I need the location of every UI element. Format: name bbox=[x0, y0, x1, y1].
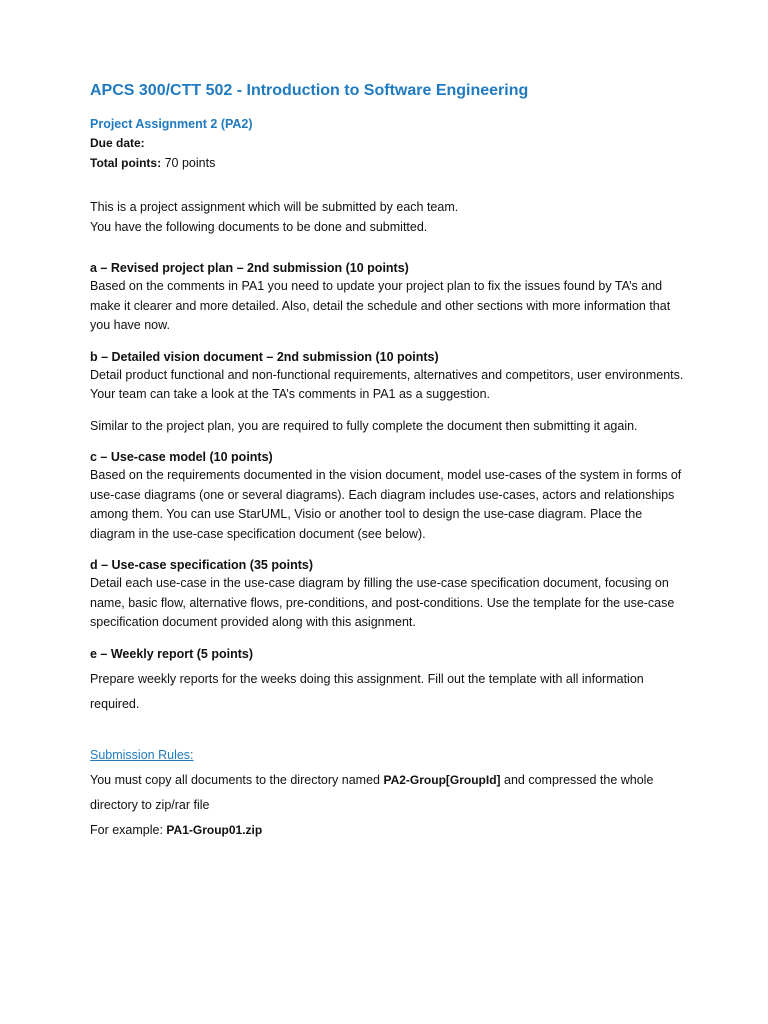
intro-line-1: This is a project assignment which will be submitted by each team. bbox=[90, 200, 459, 214]
section-c-heading: c – Use-case model (10 points) bbox=[90, 450, 273, 464]
example-line bbox=[90, 818, 690, 843]
intro-line-2: You have the following documents to be done and submitted. bbox=[90, 220, 428, 234]
section-d bbox=[90, 556, 690, 633]
due-date-line bbox=[90, 133, 690, 153]
section-b bbox=[90, 348, 690, 437]
example-label: For example: bbox=[90, 822, 167, 837]
due-date-label: Due date: bbox=[90, 136, 145, 150]
section-e bbox=[90, 645, 690, 717]
section-e-heading: e – Weekly report (5 points) bbox=[90, 646, 254, 661]
submission-rules-text bbox=[90, 768, 690, 818]
section-d-body: Detail each use-case in the use-case diagram by filling the use-case specification document, focusing on name, basic flow, alternative flows, pre-conditions, and post-conditions. Use the template for the use-case specification document provided along with this asignment. bbox=[90, 576, 675, 629]
assignment-title: Project Assignment 2 (PA2) bbox=[90, 117, 253, 131]
directory-name: PA2-Group[GroupId] bbox=[383, 772, 501, 787]
section-a bbox=[90, 259, 690, 336]
section-a-heading: a – Revised project plan – 2nd submission (10 points) bbox=[90, 261, 409, 275]
total-points-label: Total points: bbox=[90, 156, 162, 170]
submission-line-post: and compressed the whole directory to zip/rar file bbox=[90, 772, 654, 812]
section-b-heading: b – Detailed vision document – 2nd submission (10 points) bbox=[90, 349, 439, 364]
course-title: APCS 300/CTT 502 - Introduction to Software Engineering bbox=[90, 82, 529, 99]
section-a-body: Based on the comments in PA1 you need to update your project plan to fix the issues found by TA’s and make it clearer and more detailed. Also, detail the schedule and other sections with more information that you have now. bbox=[90, 279, 671, 332]
submission-line-pre: You must copy all documents to the directory named bbox=[90, 772, 384, 787]
section-b-body-2: Similar to the project plan, you are required to fully complete the document then submitting it again. bbox=[90, 418, 638, 433]
total-points-line bbox=[90, 153, 690, 173]
document-content bbox=[90, 80, 690, 843]
example-filename: PA1-Group01.zip bbox=[166, 822, 263, 837]
intro-paragraph bbox=[90, 197, 690, 237]
section-c bbox=[90, 448, 690, 544]
total-points-value: 70 points bbox=[161, 156, 216, 170]
submission-rules-link[interactable]: Submission Rules: bbox=[90, 747, 194, 762]
section-c-body: Based on the requirements documented in the vision document, model use-cases of the system in forms of use-case diagrams (one or several diagrams). Each diagram includes use-cases, actors and relationships among them. You can use StarUML, Visio or another tool to design the use-case diagram. Place the diagram in the use-case specification document (see below). bbox=[90, 468, 682, 541]
section-d-heading: d – Use-case specification (35 points) bbox=[90, 558, 313, 572]
section-e-body: Prepare weekly reports for the weeks doing this assignment. Fill out the template with all information required. bbox=[90, 671, 644, 711]
section-b-body: Detail product functional and non-functional requirements, alternatives and competitors, user environments. Your team can take a look at the TA’s comments in PA1 as a suggestion. bbox=[90, 367, 684, 401]
